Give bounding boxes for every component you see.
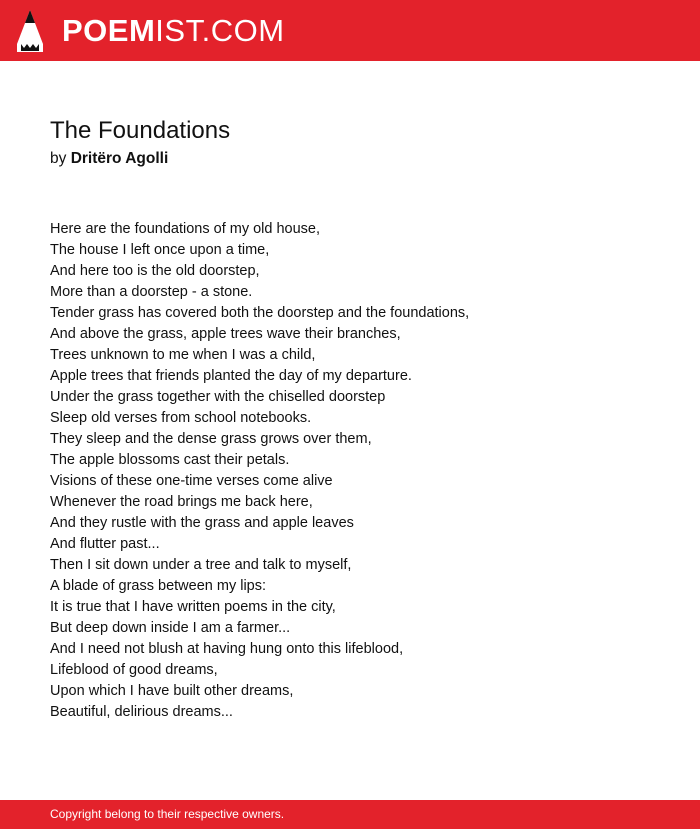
copyright-notice: Copyright belong to their respective owners.	[50, 807, 285, 821]
byline-prefix: by	[50, 150, 67, 167]
site-footer	[0, 800, 700, 829]
poem-line: Visions of these one-time verses come alive	[50, 473, 333, 489]
poem-line: And I need not blush at having hung onto this lifeblood,	[50, 641, 404, 657]
logo-text-bold: POEM	[62, 13, 156, 48]
poem-line: They sleep and the dense grass grows over them,	[50, 431, 372, 447]
poem-line: Beautiful, delirious dreams...	[50, 704, 233, 720]
poem-line: Then I sit down under a tree and talk to myself,	[50, 557, 352, 573]
logo-text-light: IST.COM	[155, 13, 285, 48]
poem-body	[50, 219, 469, 723]
poem-line: More than a doorstep - a stone.	[50, 284, 253, 300]
poem-line: Lifeblood of good dreams,	[50, 662, 218, 678]
poem-line: Upon which I have built other dreams,	[50, 683, 294, 699]
poem-title: The Foundations	[50, 117, 231, 144]
poem-line: Here are the foundations of my old house,	[50, 221, 321, 237]
poem-line: And they rustle with the grass and apple leaves	[50, 515, 354, 531]
poem-line: A blade of grass between my lips:	[50, 578, 267, 594]
poem-line: Under the grass together with the chiselled doorstep	[50, 389, 386, 405]
site-header	[0, 0, 700, 61]
site-logo[interactable]	[62, 13, 285, 49]
poem-byline	[50, 149, 168, 169]
author-name: Dritëro Agolli	[70, 150, 169, 167]
poem-line: Apple trees that friends planted the day of my departure.	[50, 368, 412, 384]
poem-line: It is true that I have written poems in the city,	[50, 599, 336, 615]
pencil-tip-icon	[17, 10, 43, 52]
poem-line: Trees unknown to me when I was a child,	[50, 347, 316, 363]
poem-line: And above the grass, apple trees wave their branches,	[50, 326, 401, 342]
poem-line: And here too is the old doorstep,	[50, 263, 260, 279]
poem-line: Sleep old verses from school notebooks.	[50, 410, 312, 426]
poem-line: But deep down inside I am a farmer...	[50, 620, 291, 636]
poem-line: The house I left once upon a time,	[50, 242, 270, 258]
poem-line: The apple blossoms cast their petals.	[50, 452, 290, 468]
poem-line: And flutter past...	[50, 536, 160, 552]
poem-line: Whenever the road brings me back here,	[50, 494, 313, 510]
poem-line: Tender grass has covered both the doorstep and the foundations,	[50, 305, 470, 321]
